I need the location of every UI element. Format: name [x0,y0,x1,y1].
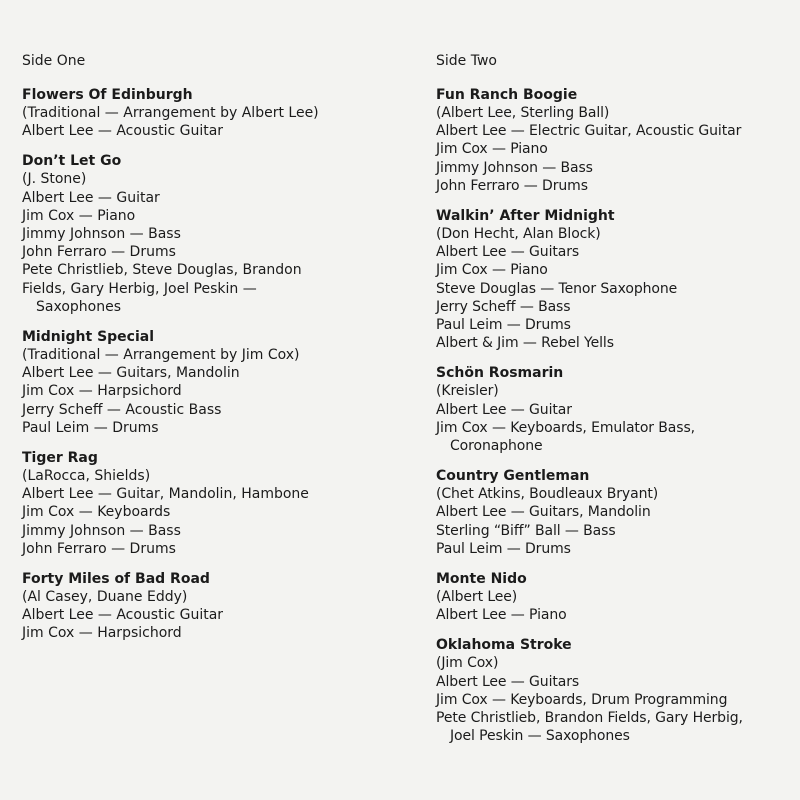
track-credit-line: John Ferraro — Drums [22,244,176,261]
side-two-track-list [436,86,796,745]
track-credit-line: Jim Cox — Piano [22,207,136,224]
track-entry [436,467,796,558]
track-credit-line: Albert Lee — Guitar [22,189,160,206]
track-credit-line: Jim Cox — Harpsichord [22,383,182,400]
track-credit-composer: (Jim Cox) [436,655,499,672]
track-credit-line: Albert Lee — Guitars [436,244,580,261]
track-credit-line: Jerry Scheff — Acoustic Bass [22,401,222,418]
track-credit-line: Jimmy Johnson — Bass [22,522,181,539]
track-credit-composer: (J. Stone) [22,171,87,188]
track-credit-line: Coronaphone [450,438,543,455]
track-title: Fun Ranch Boogie [436,87,578,103]
track-credit-line: Jim Cox — Keyboards [22,504,171,521]
track-credit-line: Jimmy Johnson — Bass [436,159,593,176]
track-credit-line: Pete Christlieb, Brandon Fields, Gary Herbig, [436,710,743,727]
track-credit-composer: (Albert Lee, Sterling Ball) [436,105,610,121]
track-credit-line: John Ferraro — Drums [436,177,588,194]
track-credit-composer: (LaRocca, Shields) [22,468,151,485]
track-credit-line: Steve Douglas — Tenor Saxophone [436,280,678,297]
track-entry [436,207,796,352]
side-one-track-list [22,86,412,643]
side-one-column [22,52,412,655]
track-title: Monte Nido [436,571,527,588]
track-credit-line: Jim Cox — Keyboards, Emulator Bass, [436,419,696,436]
track-credit-line: Jimmy Johnson — Bass [22,226,181,243]
track-credit-line: Joel Peskin — Saxophones [450,728,630,745]
track-credit-line: Paul Leim — Drums [436,317,571,334]
track-credit-line: Albert Lee — Guitar [436,401,572,418]
track-credit-line: Albert Lee — Acoustic Guitar [22,123,224,140]
track-credit-composer: (Albert Lee) [436,589,518,606]
track-title: Country Gentleman [436,468,590,485]
track-credit-line: Albert Lee — Electric Guitar, Acoustic Guitar [436,123,742,140]
track-credit-line: Albert Lee — Piano [436,607,567,624]
track-credit-line: Jim Cox — Harpsichord [22,625,182,642]
track-credit-line: Fields, Gary Herbig, Joel Peskin — [22,280,257,297]
track-entry [22,328,412,437]
side-two-column [436,52,796,757]
track-credit-composer: (Kreisler) [436,383,499,400]
track-credit-line: Sterling “Biff” Ball — Bass [436,522,616,539]
track-credit-line: Albert Lee — Guitars, Mandolin [22,365,240,382]
track-title: Walkin’ After Midnight [436,208,615,225]
track-title: Tiger Rag [22,450,98,467]
side-one-heading: Side One [22,53,86,69]
track-credit-line: Albert Lee — Guitars, Mandolin [436,504,651,521]
track-credit-composer: (Al Casey, Duane Eddy) [22,589,188,606]
track-title: Don’t Let Go [22,153,122,170]
track-credit-line: Jim Cox — Piano [436,262,548,279]
track-credit-line: Saxophones [36,298,121,315]
track-credit-line: Paul Leim — Drums [436,540,571,557]
track-credit-composer: (Don Hecht, Alan Block) [436,226,601,243]
track-title: Midnight Special [22,329,155,346]
track-title: Forty Miles of Bad Road [22,571,210,588]
track-credit-line: Jerry Scheff — Bass [436,298,571,315]
track-title: Oklahoma Stroke [436,637,572,654]
track-entry [22,152,412,316]
track-credit-line: Albert Lee — Guitars [436,673,580,690]
track-credit-line: Albert Lee — Guitar, Mandolin, Hambone [22,486,309,503]
track-entry [436,636,796,745]
track-entry [22,570,412,643]
track-credit-line: Albert Lee — Acoustic Guitar [22,607,224,624]
track-entry [22,449,412,558]
track-credit-line: Jim Cox — Keyboards, Drum Programming [436,691,728,708]
track-credit-composer: (Traditional — Arrangement by Albert Lee) [22,105,319,121]
track-title: Flowers Of Edinburgh [22,87,193,103]
track-credit-line: Pete Christlieb, Steve Douglas, Brandon [22,262,302,279]
track-title: Schön Rosmarin [436,365,564,382]
track-credit-line: Paul Leim — Drums [22,419,159,436]
track-entry [22,86,412,140]
track-entry [436,364,796,455]
track-entry [436,570,796,624]
side-two-heading: Side Two [436,53,497,69]
track-credit-line: John Ferraro — Drums [22,540,176,557]
track-credit-line: Albert & Jim — Rebel Yells [436,335,614,352]
track-entry [436,86,796,195]
track-credit-line: Jim Cox — Piano [436,141,548,158]
track-credit-composer: (Traditional — Arrangement by Jim Cox) [22,347,300,364]
track-credit-composer: (Chet Atkins, Boudleaux Bryant) [436,486,659,503]
